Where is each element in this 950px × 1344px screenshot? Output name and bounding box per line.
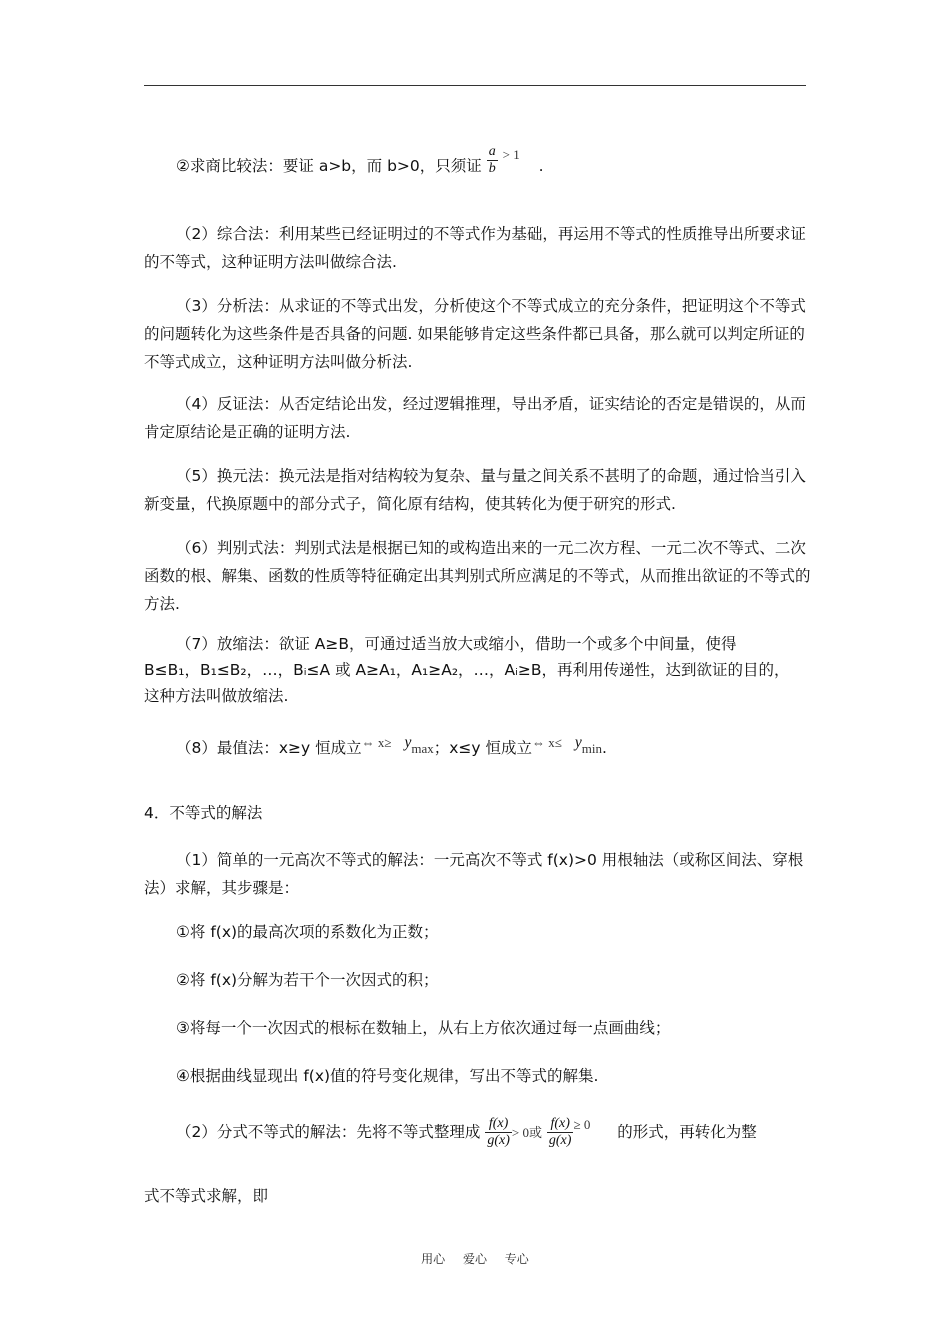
scaling-line-2: B≤B₁，B₁≤B₂，…，Bᵢ≤A 或 A≥A₁，A₁≥A₂，…，Aᵢ≥B，再利用传递性，达到欲证的目的，	[144, 661, 790, 679]
fraction-suffix: 的形式，再转化为整	[617, 1123, 757, 1141]
header-rule	[144, 85, 806, 86]
geq-zero: ≥ 0	[573, 1117, 591, 1132]
g-denominator: g(x)	[487, 1133, 510, 1148]
period: .	[538, 157, 544, 175]
quotient-text: ②求商比较法：要证 a>b，而 b>0，只须证	[176, 157, 482, 175]
section-4-title: 4．不等式的解法	[144, 804, 263, 822]
g-denominator-2: g(x)	[548, 1133, 572, 1148]
equiv-x-leq: ⇔ x≤	[532, 735, 562, 750]
extreme-value-method	[176, 736, 607, 765]
greater-than-one: > 1	[502, 147, 520, 162]
substitution-method: （5）换元法：换元法是指对结构较为复杂、量与量之间关系不甚明了的命题，通过恰当引入新变量，代换原题中的部分式子，简化原有结构，使其转化为便于研究的形式.	[144, 467, 806, 513]
y-symbol-2: y	[574, 734, 582, 751]
synthesis-method: （2）综合法：利用某些已经证明过的不等式作为基础，再运用不等式的性质推导出所要求证的不等式，这种证明方法叫做综合法.	[144, 225, 806, 271]
min-subscript: min	[581, 741, 602, 757]
step-1: ①将 f(x)的最高次项的系数化为正数；	[176, 923, 439, 941]
step-3: ③将每一个一次因式的根标在数轴上，从右上方依次通过每一点画曲线；	[176, 1019, 671, 1037]
fraction-denominator: b	[488, 161, 496, 176]
scaling-line-3: 这种方法叫做放缩法.	[144, 687, 289, 705]
fraction-inequality	[176, 1112, 757, 1153]
fraction-line-2: 式不等式求解，即	[144, 1187, 269, 1205]
max-subscript: max	[411, 741, 434, 757]
f-numerator-2: f(x)	[547, 1116, 574, 1133]
fraction-f-over-g-2	[547, 1116, 574, 1149]
page-footer: 用心 爱心 专心	[421, 1252, 529, 1266]
step-2: ②将 f(x)分解为若干个一次因式的积；	[176, 971, 439, 989]
fraction-numerator: a	[488, 144, 496, 159]
equiv-x-geq: ⇔ x≥	[361, 735, 392, 750]
analysis-method: （3）分析法：从求证的不等式出发，分析使这个不等式成立的充分条件，把证明这个不等式的问题转化为这些条件是否具备的问题. 如果能够肯定这些条件都已具备，那么就可以判定所证的不等式成立，这种证明方法叫做分析法.	[144, 297, 806, 371]
fraction-f-over-g-1	[485, 1116, 512, 1149]
f-numerator: f(x)	[485, 1116, 512, 1133]
step-4: ④根据曲线显现出 f(x)值的符号变化规律，写出不等式的解集.	[176, 1067, 599, 1085]
extreme-text-1: （8）最值法：x≥y 恒成立	[176, 739, 362, 757]
period-2: .	[601, 739, 607, 757]
fraction-a-over-b	[487, 144, 498, 177]
scaling-line-1: （7）放缩法：欲证 A≥B，可通过适当放大或缩小，借助一个或多个中间量，使得	[176, 635, 737, 653]
y-symbol: y	[404, 734, 412, 751]
extreme-text-2: ；x≤y 恒成立	[433, 739, 532, 757]
discriminant-method: （6）判别式法：判别式法是根据已知的或构造出来的一元二次方程、一元二次不等式、二次函数的根、解集、函数的性质等特征确定出其判别式所应满足的不等式，从而推出欲证的不等式的方法.	[144, 539, 811, 613]
contradiction-method: （4）反证法：从否定结论出发，经过逻辑推理，导出矛盾，证实结论的否定是错误的，从而肯定原结论是正确的证明方法.	[144, 395, 806, 441]
fraction-prefix: （2）分式不等式的解法：先将不等式整理成	[176, 1123, 481, 1141]
higher-order-inequality: （1）简单的一元高次不等式的解法：一元高次不等式 f(x)>0 用根轴法（或称区间法、穿根法）求解，其步骤是：	[144, 851, 804, 897]
quotient-method	[176, 144, 544, 183]
gt-zero-or: > 0或	[511, 1125, 542, 1140]
